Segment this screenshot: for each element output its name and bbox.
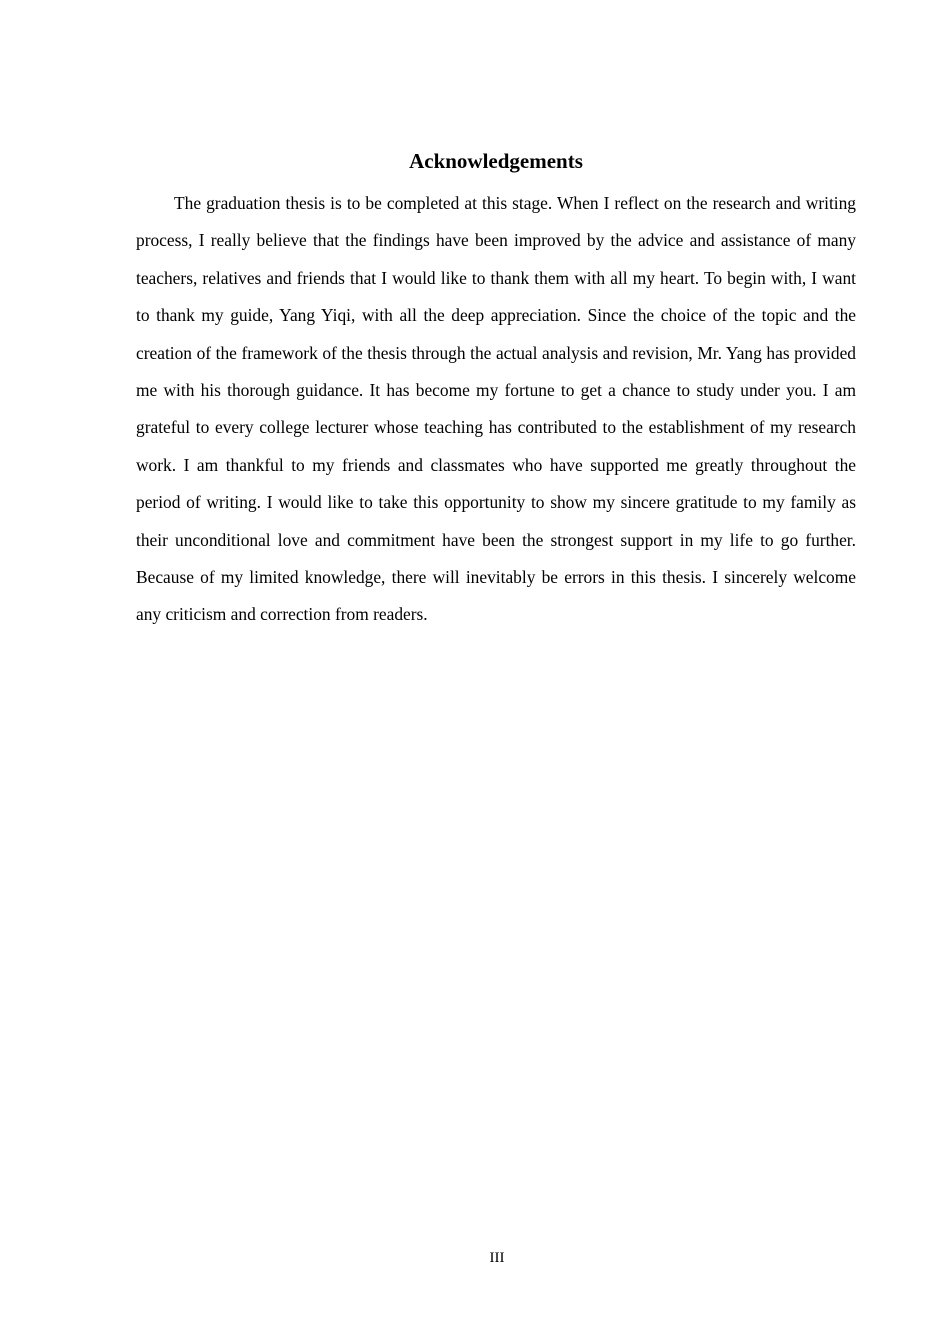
page-number: III <box>489 1250 505 1266</box>
page-title: Acknowledgements <box>409 149 583 173</box>
acknowledgement-paragraph: The graduation thesis is to be completed at this stage. When I reflect on the research and writing process, I really believe that the findings have been improved by the advice and assistance of many teachers, relatives and friends that I would like to thank them with all my heart. To begin with, I want to thank my guide, Yang Yiqi, with all the deep appreciation. Since the choice of the topic and the creation of the framework of the thesis through the actual analysis and revision, Mr. Yang has provided me with his thorough guidance. It has become my fortune to get a chance to study under you. I am grateful to every college lecturer whose teaching has contributed to the establishment of my research work. I am thankful to my friends and classmates who have supported me greatly throughout the period of writing. I would like to take this opportunity to show my sincere gratitude to my family as their unconditional love and commitment have been the strongest support in my life to go further. Because of my limited knowledge, there will inevitably be errors in this thesis. I sincerely welcome any criticism and correction from readers. <box>136 193 856 625</box>
